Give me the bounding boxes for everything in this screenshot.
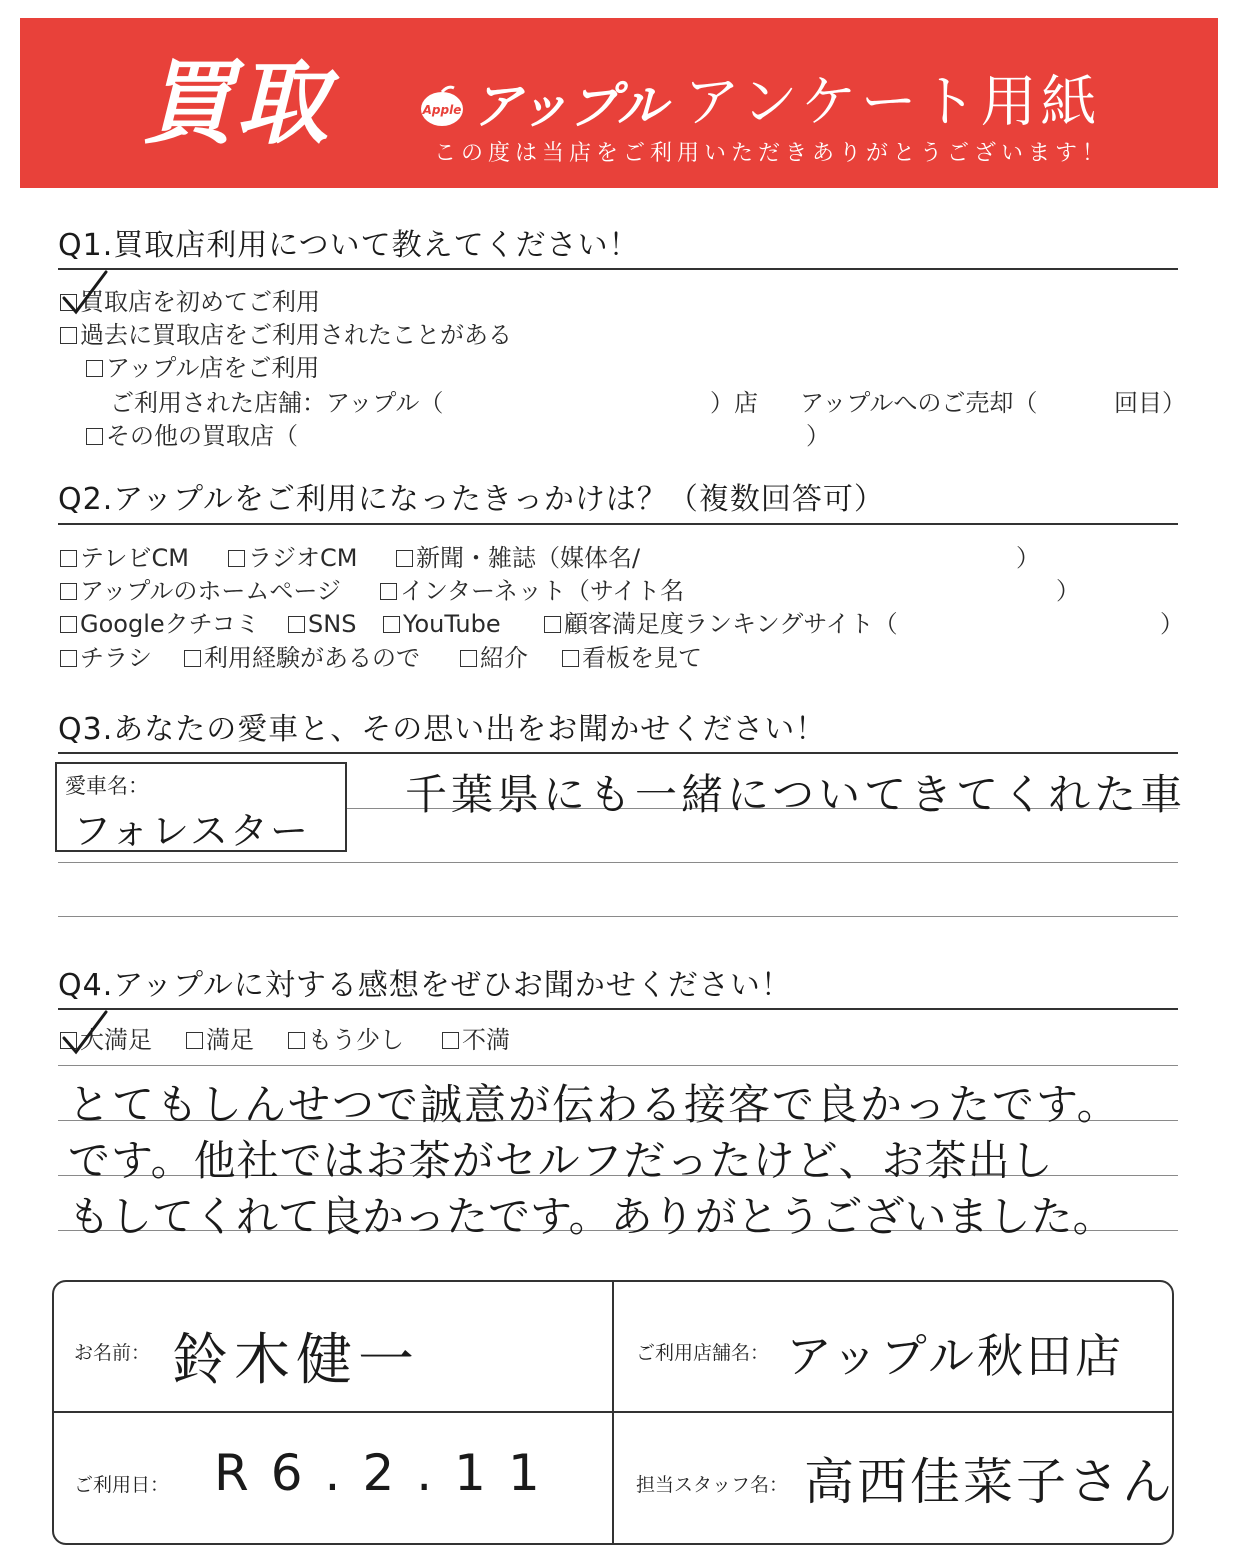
checkbox[interactable] (442, 1032, 459, 1049)
q2-option-referral[interactable]: 紹介 (460, 643, 528, 673)
comment-text-1: とてもしんせつで誠意が伝わる接客で良かったです。 (68, 1080, 1121, 1129)
newspaper-close: ） (1016, 544, 1040, 572)
checkbox[interactable] (60, 550, 77, 567)
q1-option-first-time[interactable]: 買取店を初めてご利用 (60, 287, 320, 317)
q1-option-past[interactable]: 過去に買取店をご利用されたことがある (60, 320, 512, 350)
comment-line-1 (58, 1065, 1178, 1066)
q2-rule (58, 523, 1178, 525)
q4-rule (58, 1008, 1178, 1010)
q4-option-bit-more[interactable]: もう少し (288, 1025, 404, 1055)
q2-option-newspaper[interactable]: 新聞・雑誌（媒体名/ (396, 543, 640, 573)
page-title: アンケート用紙 (684, 70, 1101, 135)
q4-option-very-satisfied[interactable]: 大満足 (60, 1025, 152, 1055)
car-memory-text: 千葉県にも一緒についてきてくれた車 (405, 770, 1187, 819)
checkbox[interactable] (60, 327, 77, 344)
q1-rule (58, 268, 1178, 270)
ranking-close: ） (1160, 610, 1184, 638)
date-value: R6.2.11 (214, 1444, 562, 1502)
car-name-box[interactable] (55, 762, 347, 852)
q2-option-experience[interactable]: 利用経験があるので (184, 643, 420, 673)
check-mark-icon (60, 268, 110, 318)
q1-option-other[interactable]: その他の買取店（ (86, 421, 298, 451)
store-name-value: アップル秋田店 (786, 1329, 1124, 1383)
internet-close: ） (1056, 577, 1080, 605)
checkbox[interactable] (184, 650, 201, 667)
q4-option-satisfied[interactable]: 満足 (186, 1025, 254, 1055)
q4-option-dissatisfied[interactable]: 不満 (442, 1025, 510, 1055)
memory-line-3 (58, 916, 1178, 917)
memory-line-2 (58, 862, 1178, 863)
header-banner (20, 18, 1218, 188)
kaitori-logo: 買取 (142, 50, 331, 157)
check-mark-icon (60, 1008, 110, 1058)
customer-info-table (52, 1280, 1174, 1545)
logo-text: Apple (422, 103, 462, 117)
checkbox[interactable] (186, 1032, 203, 1049)
q2-option-signboard[interactable]: 看板を見て (562, 643, 702, 673)
q3-rule (58, 752, 1178, 754)
checkbox[interactable] (60, 650, 77, 667)
staff-label: 担当スタッフ名： (636, 1474, 789, 1496)
name-value: 鈴木健一 (172, 1328, 420, 1393)
checkbox[interactable] (60, 583, 77, 600)
checkbox[interactable] (460, 650, 477, 667)
checkbox[interactable] (288, 1032, 305, 1049)
checkbox[interactable] (86, 428, 103, 445)
apple-logo-icon (418, 84, 466, 128)
q2-option-ranking-site[interactable]: 顧客満足度ランキングサイト（ (544, 609, 898, 639)
q2-option-youtube[interactable]: YouTube (383, 609, 501, 639)
other-suffix: ） (806, 422, 830, 450)
brand-name: アップル (472, 77, 667, 135)
q2-option-sns[interactable]: SNS (288, 609, 356, 639)
q2-option-internet[interactable]: インターネット（サイト名 (380, 576, 684, 606)
checkbox[interactable] (228, 550, 245, 567)
q2-option-homepage[interactable]: アップルのホームページ (60, 576, 341, 606)
page-subtitle: この度は当店をご利用いただきありがとうございます！ (434, 141, 1110, 166)
q3-title: Q3.あなたの愛車と、その思い出をお聞かせください！ (58, 712, 827, 747)
comment-text-2: です。他社ではお茶がセルフだったけど、お茶出し (68, 1136, 1054, 1185)
table-divider-horizontal (54, 1411, 1172, 1413)
store-name-label: ご利用店舗名： (636, 1342, 770, 1364)
q2-option-flyer[interactable]: チラシ (60, 643, 152, 673)
checkbox[interactable] (380, 583, 397, 600)
checkbox[interactable] (86, 360, 103, 377)
car-name-value: フォレスター (73, 809, 310, 853)
sale-count-suffix: 回目） (1114, 389, 1186, 417)
store-suffix: ）店 (710, 389, 758, 417)
q4-title: Q4.アップルに対する感想をぜひお聞かせください！ (58, 968, 792, 1003)
store-label: ご利用された店舗：アップル（ (110, 389, 444, 417)
q1-title: Q1.買取店利用について教えてください！ (58, 228, 640, 263)
q2-option-google[interactable]: Googleクチコミ (60, 609, 260, 639)
checkbox[interactable] (383, 616, 400, 633)
checkbox[interactable] (288, 616, 305, 633)
checkbox[interactable] (60, 616, 77, 633)
comment-text-3: もしてくれて良かったです。ありがとうございました。 (68, 1192, 1115, 1241)
q1-option-apple[interactable]: アップル店をご利用 (86, 353, 319, 383)
q2-option-tv[interactable]: テレビCM (60, 543, 189, 573)
q2-title: Q2.アップルをご利用になったきっかけは？（複数回答可） (58, 482, 885, 517)
sale-count-label: アップルへのご売却（ (800, 389, 1038, 417)
q2-option-radio[interactable]: ラジオCM (228, 543, 357, 573)
checkbox[interactable] (544, 616, 561, 633)
date-label: ご利用日： (74, 1474, 170, 1496)
name-label: お名前： (74, 1342, 151, 1364)
staff-value: 高西佳菜子さん (804, 1453, 1175, 1511)
car-name-label: 愛車名： (65, 774, 149, 798)
checkbox[interactable] (396, 550, 413, 567)
checkbox[interactable] (562, 650, 579, 667)
